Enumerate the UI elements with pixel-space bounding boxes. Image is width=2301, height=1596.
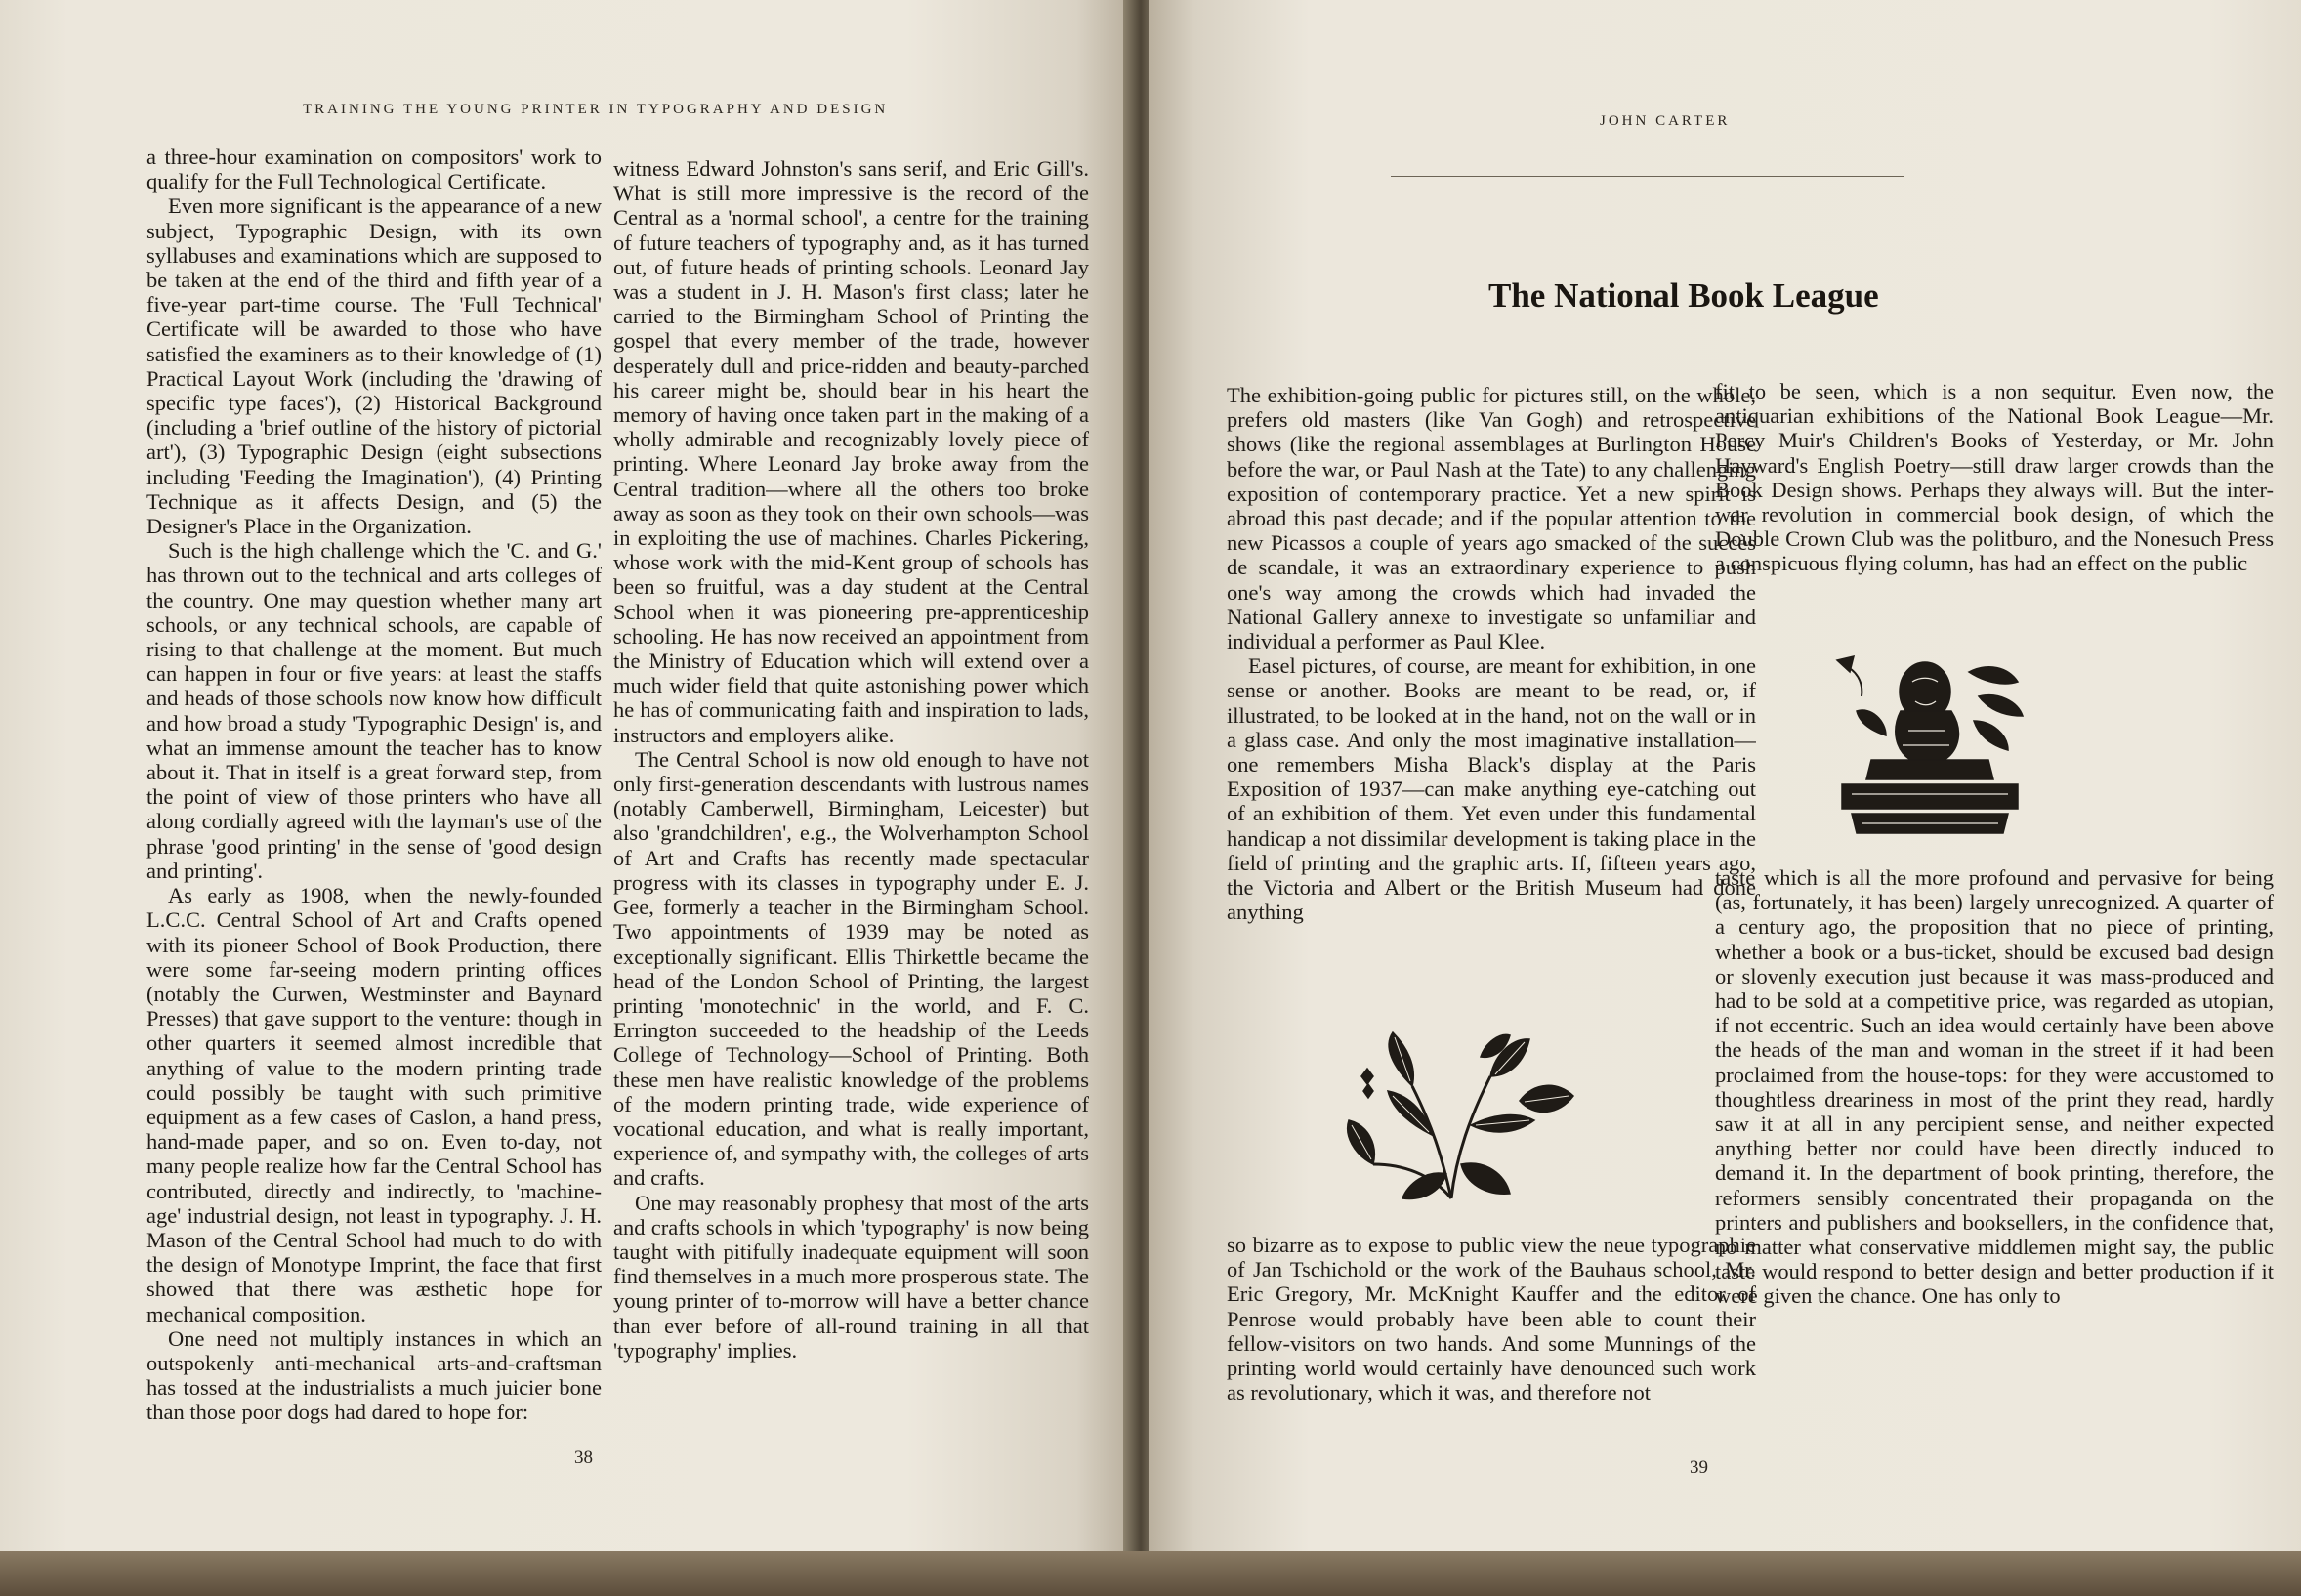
left-page	[0, 0, 1133, 1596]
left-page-number: 38	[574, 1448, 593, 1468]
paragraph: As early as 1908, when the newly-founded L.C.C. Central School of Art and Crafts opened with its pioneer School of Book Production, there were some far-seeing modern printing offices (notably the Curwen, Westminster and Baynard Presses) that gave support to the venture: though in other quarters it seemed almost incredible that anything of value to the modern printing trade could possibly be taught with such primitive equipment as a few cases of Caslon, a hand press, hand-made paper, and so on. Even to-day, not many people realize how far the Central School has contributed, directly and indirectly, to 'machine-age' industrial design, not least in typography. J. H. Mason of the Central School had much to do with the design of Monotype Imprint, the face that first showed that there was æsthetic hope for mechanical composition.	[146, 883, 602, 1326]
paragraph: Easel pictures, of course, are meant for exhibition, in one sense or another. Books are meant to be read, or, if illustrated, to be looked at in the hand, not on the wall or in a glass case. And only the most imaginative installation—one remembers Misha Black's display at the Paris Exposition of 1937—can make anything eye-catching out of an exhibition of them. Yet even under this fundamental handicap a not dissimilar development is taking place in the field of printing and the graphic arts. If, fifteen years ago, the Victoria and Albert or the British Museum had done anything	[1227, 653, 1756, 925]
paragraph: One may reasonably prophesy that most of the arts and crafts schools in which 'typography' is now being taught with pitifully inadequate equipment will soon find themselves in a much more prosperous state. The young printer of to-morrow will have a better chance than ever before of all-round training in all that 'typography' implies.	[613, 1190, 1089, 1363]
right-column-2-bottom	[1715, 865, 2274, 1432]
left-column-1	[146, 145, 602, 1426]
right-column-2-top	[1715, 379, 2274, 628]
bust-engraving	[1832, 652, 2028, 838]
article-title: The National Book League	[1488, 276, 1879, 315]
paragraph: fit to be seen, which is a non sequitur. Even now, the antiquarian exhibitions of the National Book League—Mr. Percy Muir's Children's Books of Yesterday, or Mr. John Hayward's English Poetry—still draw larger crowds than the Book Design shows. Perhaps they always will. But the inter-war revolution in commercial book design, of which the Double Crown Club was the politburo, and the Nonesuch Press a conspicuous flying column, has had an effect on the public	[1715, 379, 2274, 576]
paragraph: The exhibition-going public for pictures still, on the whole, prefers old masters (like Van Gogh) and retrospective shows (like the regional assemblages at Burlington House before the war, or Paul Nash at the Tate) to any challenging exposition of contemporary practice. Yet a new spirit is abroad this past decade; and if the popular attention to the new Picassos a couple of years ago smacked of the succès de scandale, it was an extraordinary experience to push one's way among the crowds which had invaded the National Gallery annexe to investigate so unfamiliar and individual a performer as Paul Klee.	[1227, 383, 1756, 654]
left-running-head: TRAINING THE YOUNG PRINTER IN TYPOGRAPHY AND DESIGN	[303, 102, 889, 117]
paragraph: Such is the high challenge which the 'C. and G.' has thrown out to the technical and arts colleges of the country. One may question whether many art schools, or any technical schools, are capable of rising to that challenge at the moment. But much can happen in four or five years: at least the staffs and heads of those schools now know how difficult and how broad a study 'Typographic Design' is, and what an immense amount the teacher has to know about it. That in itself is a great forward step, from the point of view of those printers who have all along cordially agreed with the layman's use of the phrase 'good printing' in the sense of 'good design and printing'.	[146, 538, 602, 883]
paragraph: Even more significant is the appearance of a new subject, Typographic Design, with its own syllabuses and examinations which are supposed to be taken at the end of the third and fifth year of a five-year part-time course. The 'Full Technical' Certificate will be awarded to those who have satisfied the examiners as to their knowledge of (1) Practical Layout Work (including the 'drawing of specific type faces'), (2) Historical Background (including a 'brief outline of the history of pictorial art'), (3) Typographic Design (eight subsections including 'Feeding the Imagination'), (4) Printing Technique as it affects Design, and (5) the Designer's Place in the Organization.	[146, 193, 602, 539]
right-column-1-top	[1227, 383, 1756, 993]
paragraph: a three-hour examination on compositors' work to qualify for the Full Technological Certificate.	[146, 145, 602, 194]
bust-illustration	[1832, 652, 2028, 838]
left-column-2	[613, 156, 1089, 1438]
leaves-engraving	[1334, 1028, 1588, 1203]
right-running-head: JOHN CARTER	[1600, 113, 1731, 129]
right-page-number: 39	[1690, 1457, 1708, 1478]
paragraph: The Central School is now old enough to have not only first-generation descendants with lustrous names (notably Camberwell, Birmingham, Leicester) but also 'grandchildren', e.g., the Wolverhampton School of Art and Crafts has recently made spectacular progress with its classes in typography under E. J. Gee, formerly a teacher in the Birmingham School. Two appointments of 1939 may be noted as exceptionally significant. Ellis Thirkettle became the head of the London School of Printing, the largest printing 'monotechnic' in the world, and F. C. Errington succeeded to the headship of the Leeds College of Technology—School of Printing. Both these men have realistic knowledge of the problems of the modern printing trade, wide experience of vocational education, and what is really important, experience of, and sympathy with, the colleges of arts and crafts.	[613, 746, 1089, 1191]
right-column-1-bottom	[1227, 1233, 1756, 1433]
paragraph: One need not multiply instances in which an outspokenly anti-mechanical arts-and-craftsman has tossed at the industrialists a much juicier bone than those poor dogs had dared to hope for:	[146, 1325, 602, 1425]
table-surface	[0, 1551, 2301, 1596]
right-page	[1149, 0, 2301, 1596]
paragraph: so bizarre as to expose to public view the neue typographie of Jan Tschichold or the work of the Bauhaus school, Mr. Eric Gregory, Mr. McKnight Kauffer and the editor of Penrose would probably have been able to count their fellow-visitors on two hands. And some Munnings of the printing world would certainly have denounced such work as revolutionary, which it was, and therefore not	[1227, 1233, 1756, 1406]
paragraph: witness Edward Johnston's sans serif, and Eric Gill's. What is still more impressive is the record of the Central as a 'normal school', a centre for the training of future teachers of typography and, as it has turned out, of future heads of printing schools. Leonard Jay was a student in J. H. Mason's first class; later he carried to the Birmingham School of Printing the gospel that every member of the trade, however desperately dull and price-ridden and beauty-parched his career might be, should bear in his heart the memory of having once taken part in the making of a wholly admirable and recognizably lovely piece of printing. Where Leonard Jay broke away from the Central tradition—where all the others too broke away as soon as they took on their own schools—was in exploiting the use of machines. Charles Pickering, whose work with the mid-Kent group of schools has been so fruitful, was a day student at the Central School when it was pioneering pre-apprenticeship schooling. He has now received an appointment from the Ministry of Education which will extend over a much wider field that quite astonishing power which he has of communicating faith and inspiration to lads, instructors and employers alike.	[613, 156, 1089, 747]
title-rule	[1391, 176, 1904, 177]
leaves-illustration	[1334, 1028, 1588, 1203]
paragraph: taste which is all the more profound and pervasive for being (as, fortunately, it has been) largely unrecognized. A quarter of a century ago, the proposition that no piece of printing, whether a book or a bus-ticket, should be excused bad design or slovenly execution just because it was mass-produced and had to be sold at a competitive price, was regarded as utopian, if not eccentric. Such an idea would certainly have been above the heads of the man and woman in the street if it had been proclaimed from the house-tops: for they were accustomed to thoughtless dreariness in most of the print they read, hardly saw it at all in any percipient sense, and neither expected anything better nor could have been directly induced to demand it. In the department of book printing, therefore, the reformers sensibly concentrated their propaganda on the printers and publishers and booksellers, in the confidence that, no matter what conservative middlemen might say, the public taste would respond to better design and better production if it were given the chance. One has only to	[1715, 865, 2274, 1309]
